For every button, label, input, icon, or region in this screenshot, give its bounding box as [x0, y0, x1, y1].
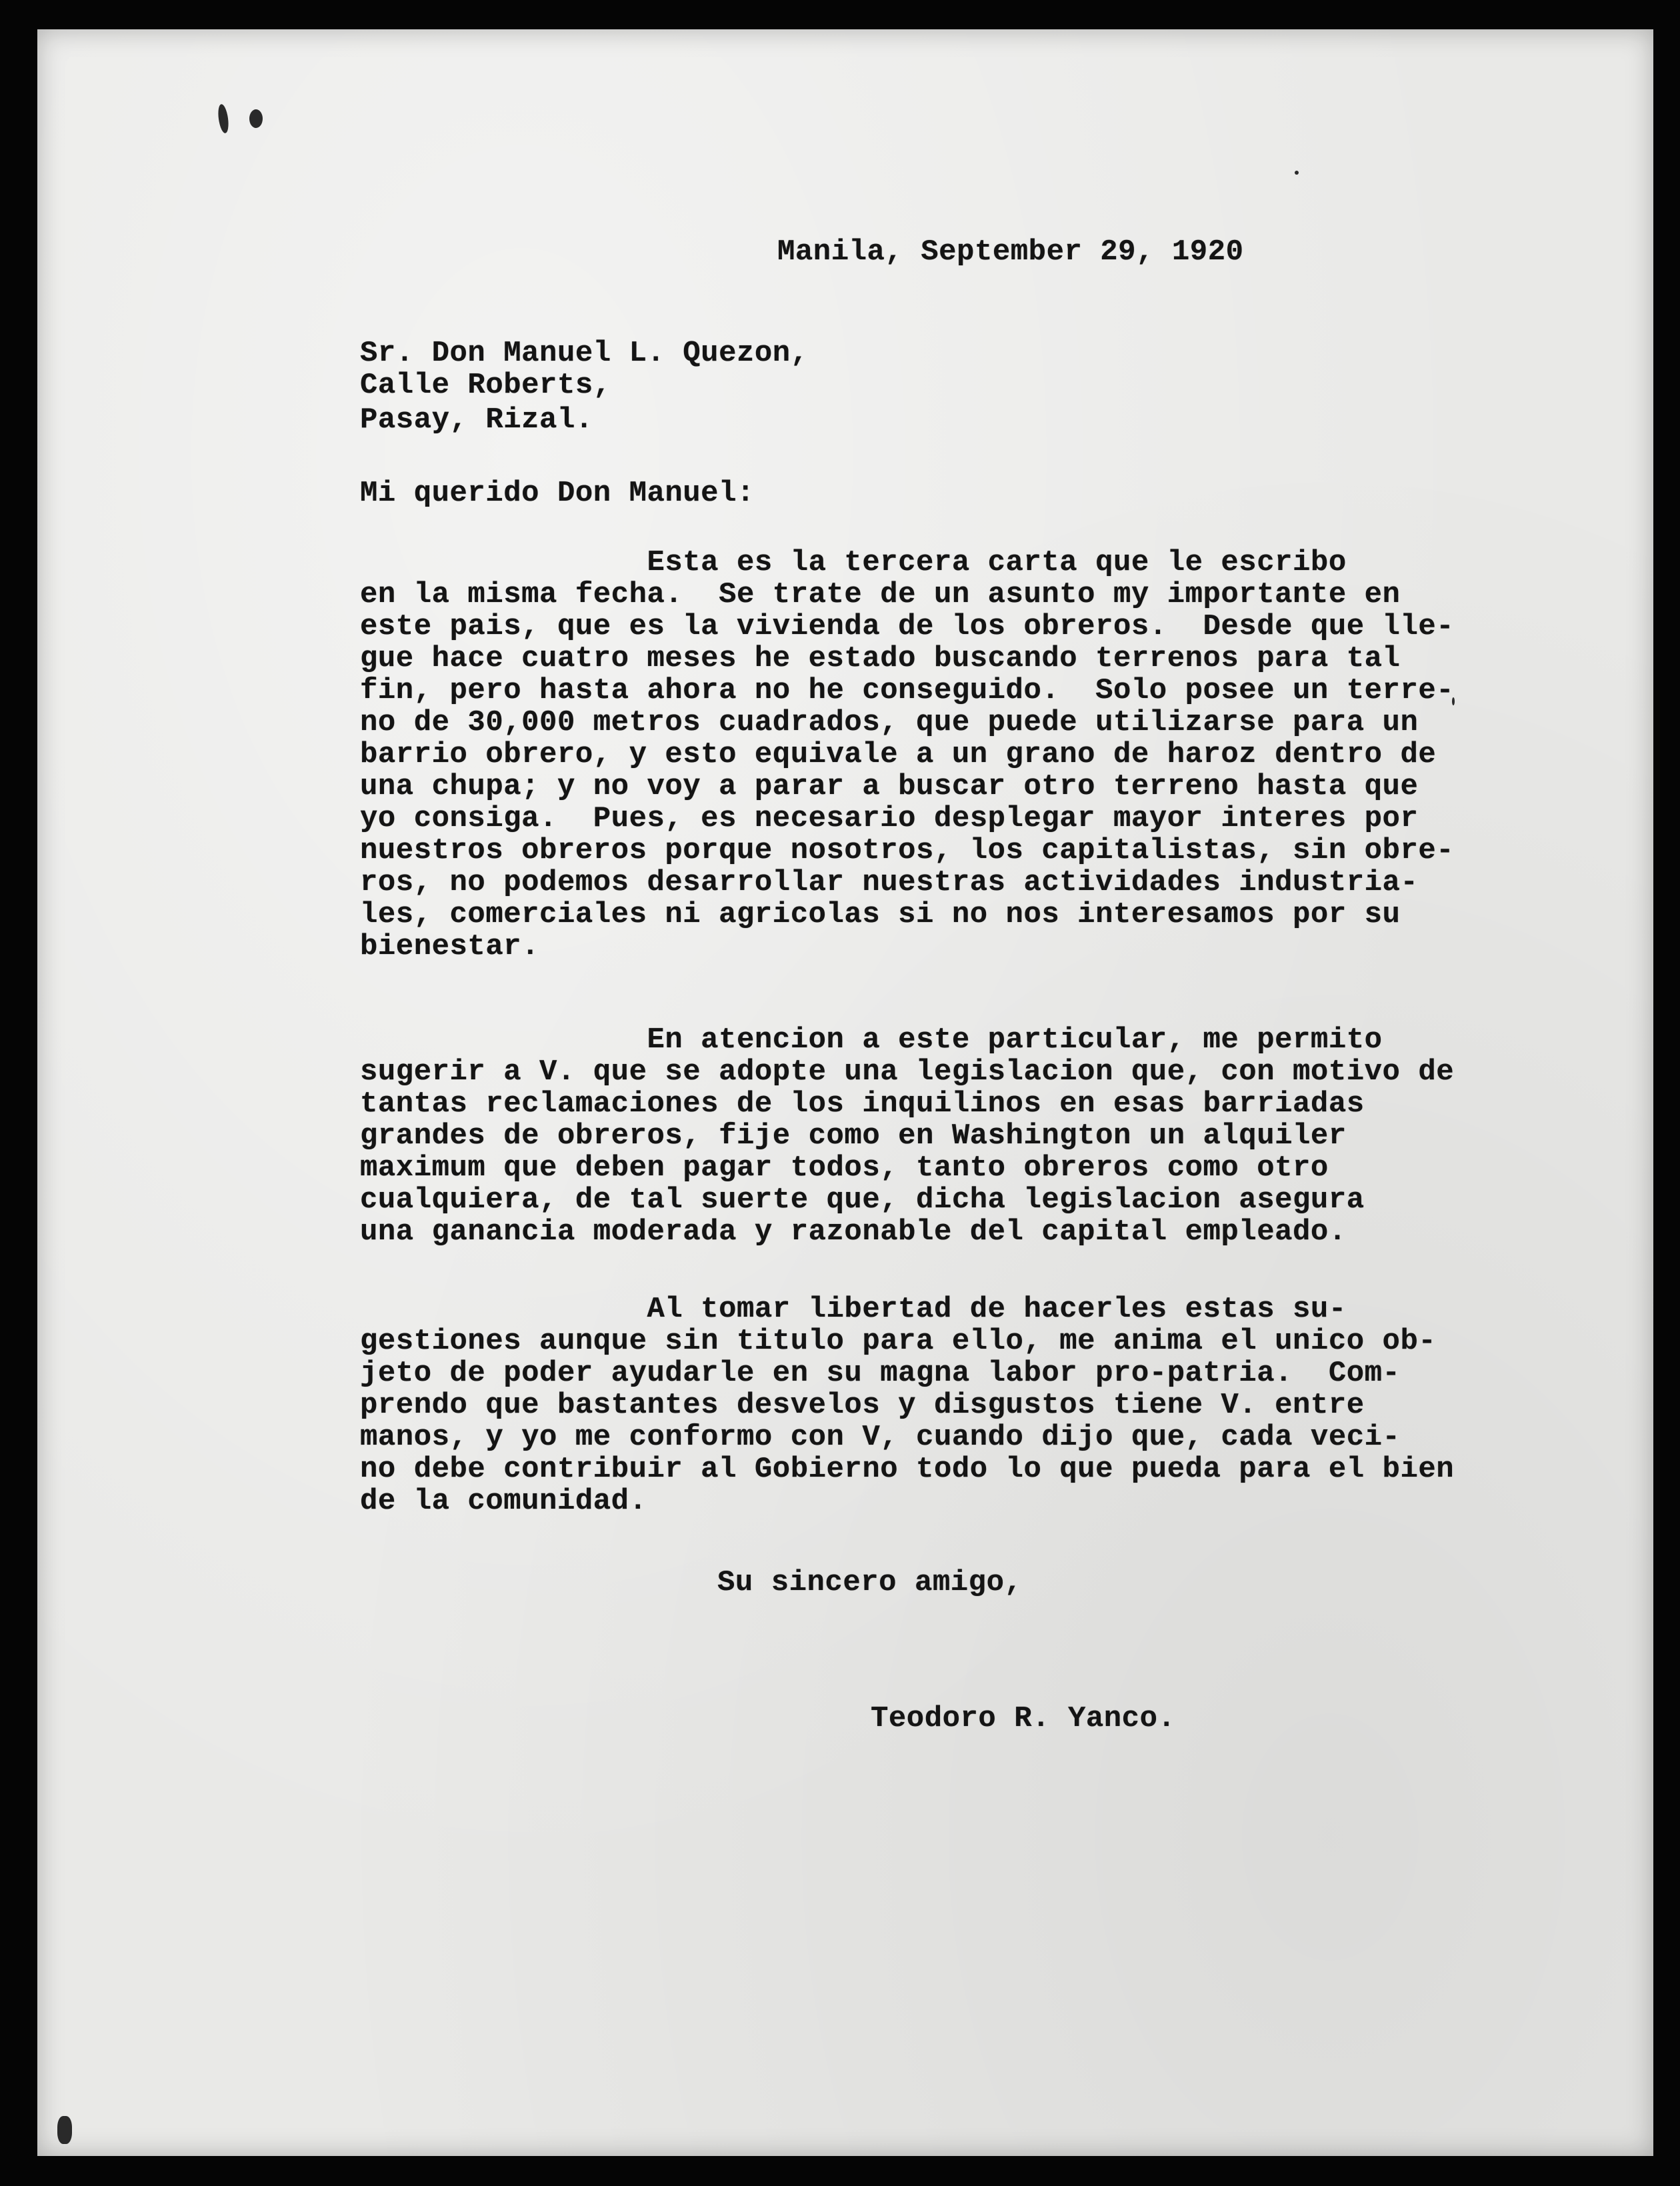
body-paragraph-3 — [360, 1293, 1454, 1517]
body-paragraph-2 — [360, 1024, 1454, 1248]
paragraph-line: jeto de poder ayudarle en su magna labor pro-patria. Com- — [360, 1357, 1401, 1390]
paragraph-line: En atencion a este particular, me permito — [360, 1023, 1383, 1057]
paragraph-line: fin, pero hasta ahora no he conseguido. Solo posee un terre- — [360, 674, 1455, 707]
paragraph-line: tantas reclamaciones de los inquilinos en esas barriadas — [360, 1087, 1365, 1121]
paragraph-line: les, comerciales ni agricolas si no nos interesamos por su — [360, 898, 1401, 931]
paragraph-line: en la misma fecha. Se trate de un asunto my importante en — [360, 578, 1401, 611]
signature: Teodoro R. Yanco. — [871, 1702, 1176, 1735]
recipient-city: Pasay, Rizal. — [360, 403, 593, 437]
paragraph-line: una chupa; y no voy a parar a buscar otro terreno hasta que — [360, 770, 1419, 803]
recipient-name: Sr. Don Manuel L. Quezon, — [360, 337, 809, 370]
paragraph-line: ros, no podemos desarrollar nuestras actividades industria- — [360, 866, 1419, 899]
paragraph-line: prendo que bastantes desvelos y disgustos tiene V. entre — [360, 1389, 1365, 1422]
paragraph-line: este pais, que es la vivienda de los obreros. Desde que lle- — [360, 610, 1455, 643]
paragraph-line: de la comunidad. — [360, 1485, 647, 1518]
paragraph-line: gestiones aunque sin titulo para ello, me anima el unico ob- — [360, 1325, 1437, 1358]
paragraph-line: no debe contribuir al Gobierno todo lo que pueda para el bien — [360, 1453, 1455, 1486]
body-paragraph-1 — [360, 547, 1454, 963]
paragraph-line: barrio obrero, y esto equivale a un grano de haroz dentro de — [360, 738, 1437, 771]
paragraph-line: Esta es la tercera carta que le escribo — [360, 546, 1347, 579]
recipient-street: Calle Roberts, — [360, 369, 611, 402]
paragraph-line: Al tomar libertad de hacerles estas su- — [360, 1293, 1347, 1326]
film-edge-mark — [57, 2116, 72, 2144]
paragraph-line: cualquiera, de tal suerte que, dicha legislacion asegura — [360, 1183, 1365, 1217]
paragraph-line: una ganancia moderada y razonable del capital empleado. — [360, 1215, 1347, 1249]
paragraph-line: grandes de obreros, fije como en Washington un alquiler — [360, 1119, 1347, 1153]
paragraph-line: manos, y yo me conformo con V, cuando dijo que, cada veci- — [360, 1421, 1401, 1454]
salutation: Mi querido Don Manuel: — [360, 477, 755, 510]
closing: Su sincero amigo, — [717, 1566, 1023, 1599]
ink-smudge — [249, 109, 263, 128]
paragraph-line: nuestros obreros porque nosotros, los capitalistas, sin obre- — [360, 834, 1455, 867]
paragraph-line: yo consiga. Pues, es necesario desplegar mayor interes por — [360, 802, 1419, 835]
ink-smudge — [217, 103, 230, 134]
dateline: Manila, September 29, 1920 — [777, 235, 1244, 269]
paragraph-line: sugerir a V. que se adopte una legislacion que, con motivo de — [360, 1055, 1455, 1089]
paragraph-line: maximum que deben pagar todos, tanto obreros como otro — [360, 1151, 1329, 1185]
paragraph-line: no de 30,000 metros cuadrados, que puede utilizarse para un — [360, 706, 1419, 739]
paragraph-line: gue hace cuatro meses he estado buscando terrenos para tal — [360, 642, 1401, 675]
paragraph-line: bienestar. — [360, 930, 540, 963]
ink-speck — [1295, 171, 1299, 175]
